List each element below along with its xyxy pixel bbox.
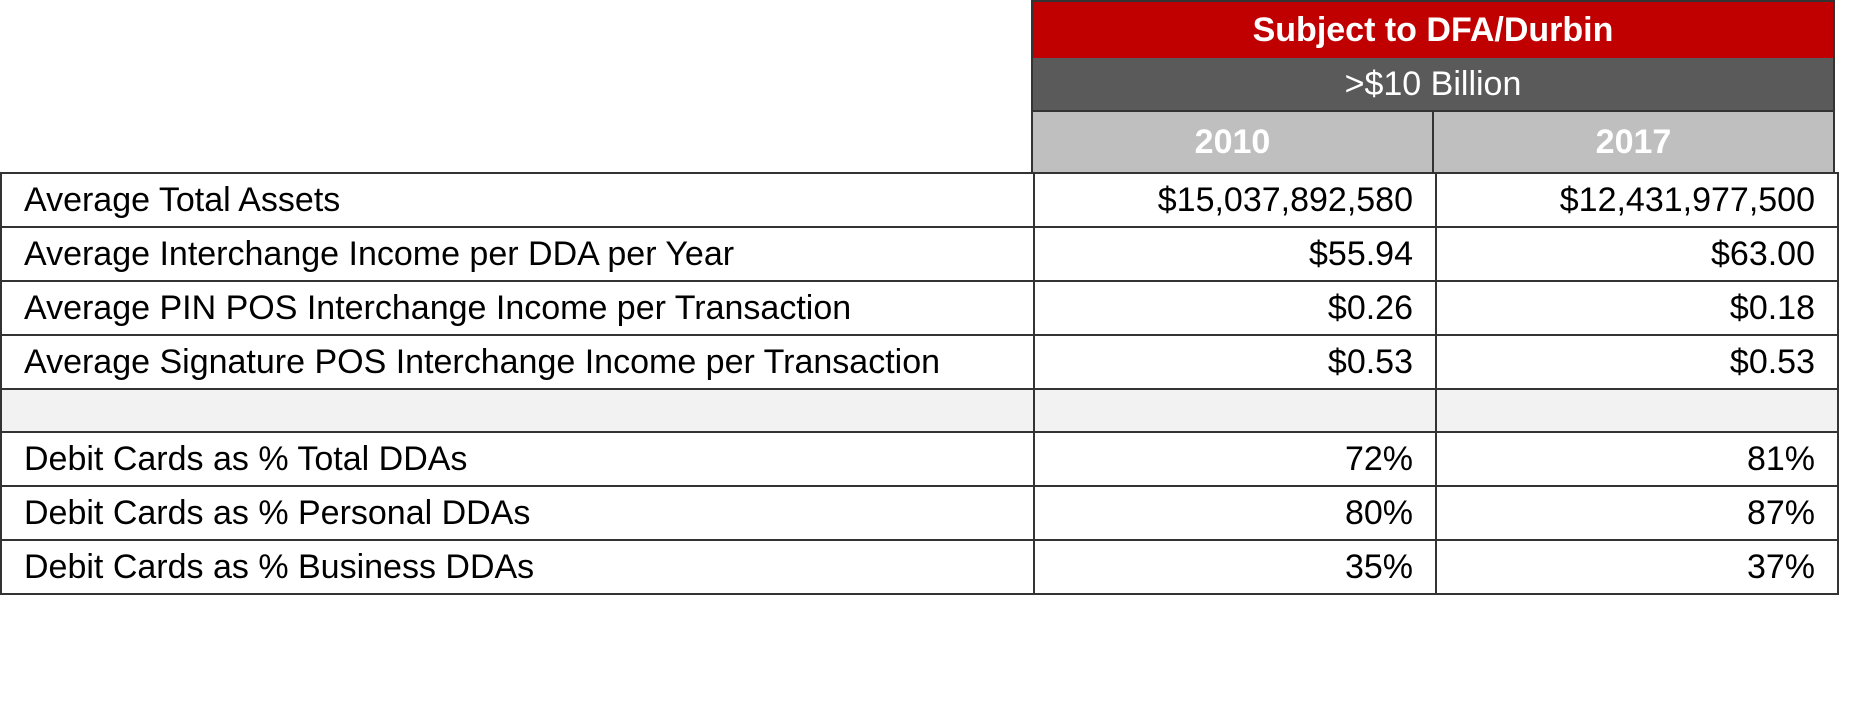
row-label: Debit Cards as % Business DDAs <box>1 540 1034 594</box>
table-row <box>1 432 1838 486</box>
value-2010: 35% <box>1034 540 1436 594</box>
table-row <box>1 540 1838 594</box>
value-2017: 87% <box>1436 486 1838 540</box>
value-2010: $0.26 <box>1034 281 1436 335</box>
row-label: Debit Cards as % Total DDAs <box>1 432 1034 486</box>
value-2017: $0.18 <box>1436 281 1838 335</box>
value-2017: 81% <box>1436 432 1838 486</box>
spacer-cell <box>1436 389 1838 432</box>
year-header-row <box>1031 110 1835 172</box>
table-row <box>1 486 1838 540</box>
value-2017: $63.00 <box>1436 227 1838 281</box>
value-2010: $55.94 <box>1034 227 1436 281</box>
table-row <box>1 281 1838 335</box>
spacer-row <box>1 389 1838 432</box>
value-2017: $12,431,977,500 <box>1436 173 1838 227</box>
value-2010: 80% <box>1034 486 1436 540</box>
row-label: Average Signature POS Interchange Income per Transaction <box>1 335 1034 389</box>
header-subtitle: >$10 Billion <box>1031 58 1835 110</box>
row-label: Average PIN POS Interchange Income per Transaction <box>1 281 1034 335</box>
table-row <box>1 173 1838 227</box>
value-2017: $0.53 <box>1436 335 1838 389</box>
value-2010: $15,037,892,580 <box>1034 173 1436 227</box>
table-row <box>1 227 1838 281</box>
spacer-cell <box>1034 389 1436 432</box>
data-table <box>0 172 1839 595</box>
row-label: Debit Cards as % Personal DDAs <box>1 486 1034 540</box>
row-label: Average Total Assets <box>1 173 1034 227</box>
value-2017: 37% <box>1436 540 1838 594</box>
value-2010: 72% <box>1034 432 1436 486</box>
table-header <box>1031 0 1835 172</box>
year-header-2010: 2010 <box>1033 112 1432 172</box>
row-label: Average Interchange Income per DDA per Year <box>1 227 1034 281</box>
spacer-cell <box>1 389 1034 432</box>
table-row <box>1 335 1838 389</box>
header-title: Subject to DFA/Durbin <box>1031 0 1835 58</box>
value-2010: $0.53 <box>1034 335 1436 389</box>
year-header-2017: 2017 <box>1432 112 1833 172</box>
